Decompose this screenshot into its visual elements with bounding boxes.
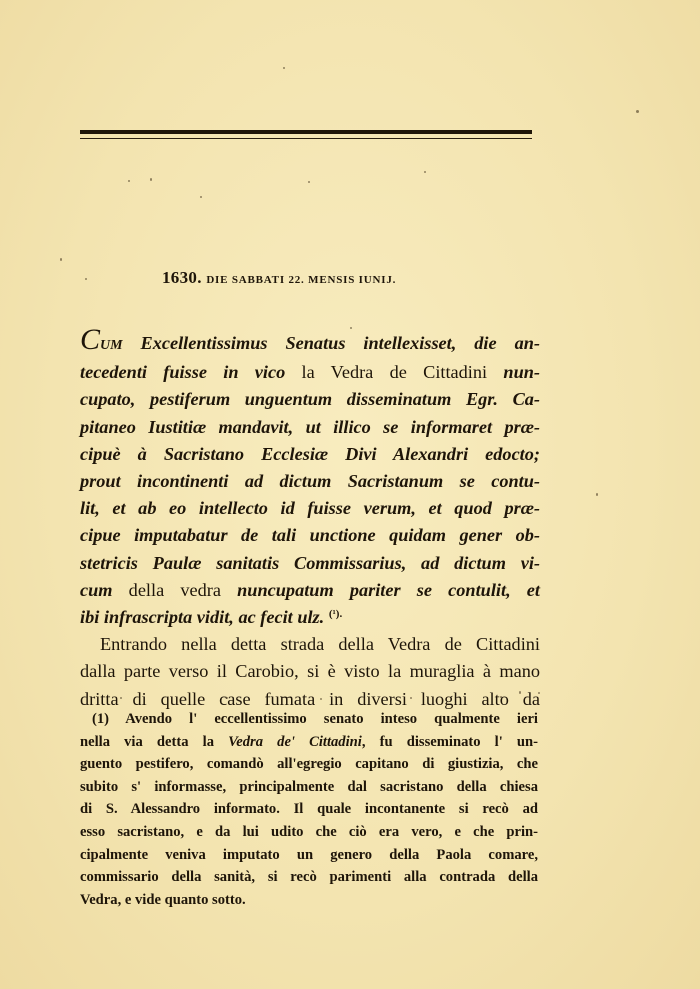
footnote-line: cipalmente veniva imputato un genero della Paola comare,	[80, 846, 538, 863]
text-line	[80, 386, 540, 413]
footnote	[80, 708, 538, 911]
line-text: nuncupatum pariter se contulit, et	[237, 579, 540, 600]
footnote-line: Vedra, e vide quanto sotto.	[80, 891, 246, 908]
footnote-line: di S. Alessandro informato. Il quale incontanente si recò ad	[80, 801, 538, 818]
line-text: cupato, pestiferum unguentum disseminatum Egr. Ca-	[80, 389, 540, 410]
section-heading	[162, 268, 396, 288]
top-rule	[80, 130, 532, 134]
line-text: ibi infrascripta vidit, ac fecit ulz.	[80, 607, 325, 628]
line-text: pitaneo Iustitiæ mandavit, ut illico se informaret præ-	[80, 416, 540, 437]
line-text: lit, et ab eo intellecto id fuisse verum, et quod præ-	[80, 498, 540, 519]
text-line	[80, 495, 540, 522]
text-line	[80, 577, 540, 604]
speck	[596, 493, 598, 496]
footnote-line: (1) Avendo l' eccellentissimo senato inteso qualmente ieri	[92, 711, 538, 727]
speck	[200, 196, 202, 198]
speck	[85, 278, 87, 280]
line-text: della vedra	[112, 579, 238, 600]
text-line	[80, 359, 540, 386]
speck	[636, 110, 639, 113]
text-line: dalla parte verso il Carobio, si è visto la muraglia à mano	[80, 661, 540, 682]
text-line	[80, 522, 540, 549]
speck	[283, 67, 285, 69]
speck	[350, 327, 352, 329]
line-text: Excellentissimus Senatus intellexisset, die an-	[122, 333, 540, 353]
line-text: prout incontinenti ad dictum Sacristanum se contu-	[80, 471, 540, 492]
speck	[60, 258, 62, 261]
footnote-ref: (¹).	[328, 608, 343, 621]
line-text: nun-	[503, 362, 540, 383]
text-line	[80, 414, 540, 441]
speck	[308, 181, 310, 183]
speck	[424, 171, 426, 173]
drop-cap: C	[80, 323, 101, 356]
line-text: stetricis Paulæ sanitatis Commissarius, ad dictum vi-	[80, 552, 540, 573]
text-line	[80, 468, 540, 495]
text-line: dritta di quelle case fumata in diversi luoghi alto da	[80, 688, 540, 709]
footnote-line: subito s' informasse, principalmente dal sacristano della chiesa	[80, 778, 538, 795]
line-text: cipuè à Sacristano Ecclesiæ Divi Alexandri edocto;	[80, 443, 540, 464]
small-caps: UM	[100, 338, 123, 353]
text-line	[80, 604, 540, 631]
footnote-line	[80, 731, 538, 754]
line-text: cum	[80, 579, 113, 600]
line-text: Vedra de' Cittadini	[228, 733, 362, 750]
footnote-line: esso sacristano, e da lui udito che ciò era vero, e che prin-	[80, 823, 538, 840]
speck	[128, 180, 130, 182]
line-text: , fu disseminato l' un-	[361, 733, 538, 750]
text-line	[80, 550, 540, 577]
line-text: la Vedra de Cittadini	[285, 362, 504, 383]
main-text	[80, 323, 540, 713]
footnote-line: guento pestifero, comandò all'egregio capitano di giustizia, che	[80, 756, 538, 773]
line-text: nella via detta la	[80, 733, 229, 750]
line-text: tecedenti fuisse in vico	[80, 362, 286, 383]
text-line: Entrando nella detta strada della Vedra de Cittadini	[100, 634, 540, 655]
text-line	[80, 323, 540, 359]
heading-year: 1630.	[162, 268, 202, 287]
heading-date-text: DIE SABBATI 22. MENSIS IUNIJ.	[206, 274, 397, 286]
top-rule-thin	[80, 138, 532, 139]
line-text: cipue imputabatur de tali unctione quidam gener ob-	[80, 525, 540, 546]
speck	[150, 178, 152, 181]
footnote-line: commissario della sanità, si recò parimenti alla contrada della	[80, 869, 538, 886]
text-line	[80, 441, 540, 468]
